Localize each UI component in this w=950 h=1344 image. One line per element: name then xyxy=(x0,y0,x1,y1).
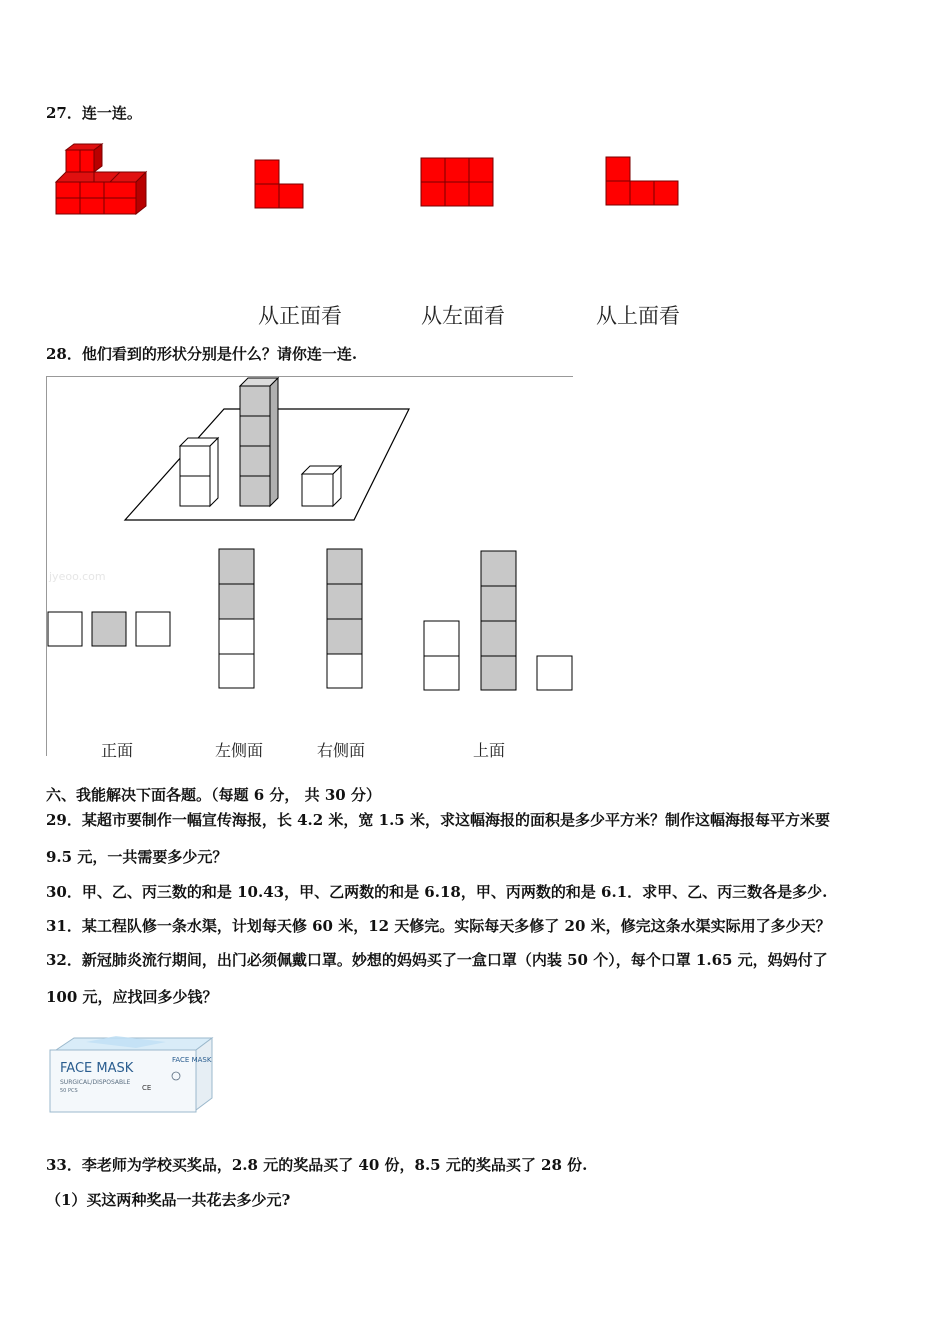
section-6-heading: 六、我能解决下面各题。（每题 6 分， 共 30 分） xyxy=(46,786,381,804)
question-32-line1: 32．新冠肺炎流行期间，出门必须佩戴口罩。妙想的妈妈买了一盒口罩（内装 50 个），每个口罩 1.65 元，妈妈付了 xyxy=(46,951,828,969)
mask-count: 50 PCS xyxy=(60,1088,78,1094)
view-label-top: 从上面看 xyxy=(596,304,680,328)
face-mask-box-image xyxy=(46,1028,214,1116)
mask-sub: SURGICAL/DISPOSABLE xyxy=(60,1079,131,1086)
q27-view-shape-4 xyxy=(605,156,679,206)
watermark: jyeoo.com xyxy=(49,570,106,583)
mask-side-brand: FACE MASK xyxy=(172,1056,212,1064)
q28-label-left: 左侧面 xyxy=(215,741,264,760)
q28-figure xyxy=(46,376,574,758)
question-28-title: 28．他们看到的形状分别是什么？请你连一连. xyxy=(46,345,358,363)
question-31: 31．某工程队修一条水渠，计划每天修 60 米，12 天修完。实际每天多修了 20 米，修完这条水渠实际用了多少天？ xyxy=(46,917,831,935)
q28-label-top: 上面 xyxy=(473,741,506,760)
question-30: 30．甲、乙、丙三数的和是 10.43，甲、乙两数的和是 6.18，甲、丙两数的和是 6.1．求甲、乙、丙三数各是多少. xyxy=(46,883,828,901)
view-label-left: 从左面看 xyxy=(421,304,505,328)
q27-view-shape-3 xyxy=(420,157,494,207)
q28-label-right: 右侧面 xyxy=(317,741,366,760)
mask-ce-mark: CE xyxy=(142,1084,152,1092)
q27-3d-block xyxy=(52,144,152,216)
question-27-title: 27．连一连。 xyxy=(46,104,142,122)
q28-label-front: 正面 xyxy=(101,741,134,760)
question-32-line2: 100 元，应找回多少钱？ xyxy=(46,988,218,1006)
view-label-front: 从正面看 xyxy=(258,304,342,328)
question-33: 33．李老师为学校买奖品，2.8 元的奖品买了 40 份，8.5 元的奖品买了 28 份. xyxy=(46,1156,588,1174)
question-33-sub1: （1）买这两种奖品一共花去多少元? xyxy=(46,1191,291,1209)
q27-view-shape-2 xyxy=(254,159,304,209)
mask-brand: FACE MASK xyxy=(60,1061,134,1076)
question-29-line1: 29．某超市要制作一幅宣传海报，长 4.2 米，宽 1.5 米，求这幅海报的面积是多少平方米？制作这幅海报每平方米要 xyxy=(46,811,830,829)
question-29-line2: 9.5 元，一共需要多少元？ xyxy=(46,848,228,866)
